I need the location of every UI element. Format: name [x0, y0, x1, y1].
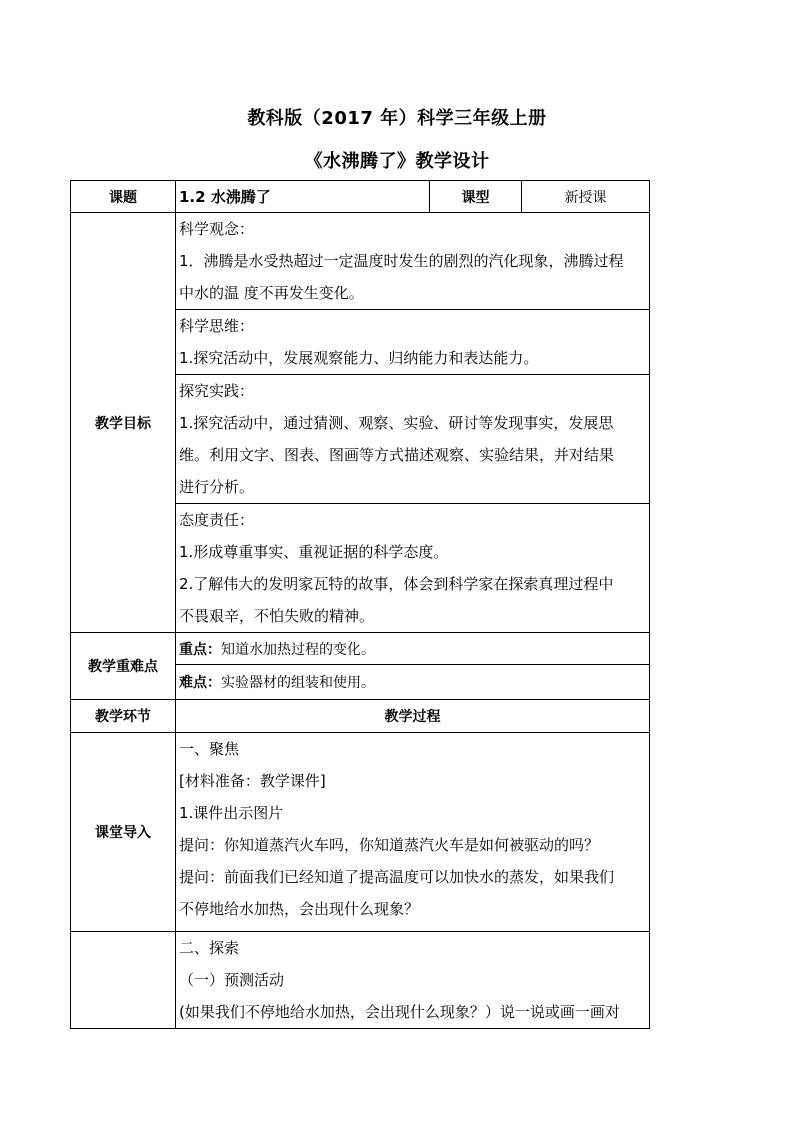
- topic-label: 课题: [71, 181, 176, 213]
- explore-line: 二、探索: [179, 939, 240, 957]
- topic-row: [71, 181, 650, 213]
- objective-line: 1．沸腾是水受热超过一定温度时发生的剧烈的汽化现象，沸腾过程: [179, 252, 624, 270]
- key-point-row: [71, 633, 650, 665]
- objective-line: 不畏艰辛，不怕失败的精神。: [179, 607, 375, 625]
- intro-line: 不停地给水加热，会出现什么现象？: [179, 900, 420, 918]
- intro-content: [176, 733, 650, 932]
- key-point-text: 知道水加热过程的变化。: [221, 641, 375, 658]
- objective-line: 1.形成尊重事实、重视证据的科学态度。: [179, 543, 449, 561]
- explore-line: (如果我们不停地给水加热，会出现什么现象？）说一说或画一画对: [179, 1003, 620, 1021]
- objective-line: 中水的温 度不再发生变化。: [179, 284, 364, 302]
- intro-line: 一、聚焦: [179, 740, 240, 758]
- objective-section-science-concept: [176, 213, 650, 310]
- process-header-row: [71, 700, 650, 733]
- objective-section-inquiry-practice: [176, 375, 650, 504]
- explore-line: （一）预测活动: [179, 971, 285, 989]
- intro-line: 提问：前面我们已经知道了提高温度可以加快水的蒸发，如果我们: [179, 868, 615, 886]
- type-label: 课型: [430, 181, 522, 213]
- objective-line: 科学思维：: [179, 317, 255, 335]
- process-header: 教学过程: [176, 700, 650, 733]
- objective-line: 探究实践：: [179, 382, 255, 400]
- document-title: 教科版（2017 年）科学三年级上册: [247, 108, 547, 129]
- explore-row: [71, 932, 650, 1029]
- objective-line: 1.探究活动中，通过猜测、观察、实验、研讨等发现事实，发展思: [179, 414, 614, 432]
- intro-line: [材料准备：教学课件]: [179, 772, 326, 790]
- intro-label: 课堂导入: [71, 733, 176, 932]
- lesson-plan-table: [70, 180, 650, 1029]
- objective-line: 1.探究活动中，发展观察能力、归纳能力和表达能力。: [179, 349, 539, 367]
- topic-value-text: 1.2 水沸腾了: [179, 188, 271, 206]
- objective-section-attitude: [176, 504, 650, 633]
- objective-line: 科学观念：: [179, 220, 255, 238]
- objective-line: 进行分析。: [179, 478, 255, 496]
- difficult-point-label: 难点：: [179, 675, 221, 691]
- key-point-cell: [176, 633, 650, 665]
- difficult-point-text: 实验器材的组装和使用。: [221, 675, 375, 691]
- objectives-row-1: [71, 213, 650, 310]
- topic-value: [176, 181, 430, 213]
- document-subtitle: 《水沸腾了》教学设计: [304, 151, 490, 172]
- objectives-label: 教学目标: [71, 213, 176, 633]
- difficult-point-cell: [176, 665, 650, 700]
- stage-header: 教学环节: [71, 700, 176, 733]
- key-point-label: 重点：: [179, 641, 221, 658]
- type-value: 新授课: [522, 181, 650, 213]
- explore-content: [176, 932, 650, 1029]
- objective-section-science-thinking: [176, 310, 650, 375]
- intro-line: 1.课件出示图片: [179, 804, 284, 822]
- objective-line: 态度责任：: [179, 511, 255, 529]
- intro-line: 提问：你知道蒸汽火车吗，你知道蒸汽火车是如何被驱动的吗？: [179, 836, 600, 854]
- objective-line: 维。利用文字、图表、图画等方式描述观察、实验结果，并对结果: [179, 446, 615, 464]
- key-points-label: 教学重难点: [71, 633, 176, 700]
- explore-label: [71, 932, 176, 1029]
- objective-line: 2.了解伟大的发明家瓦特的故事，体会到科学家在探索真理过程中: [179, 575, 614, 593]
- intro-row: [71, 733, 650, 932]
